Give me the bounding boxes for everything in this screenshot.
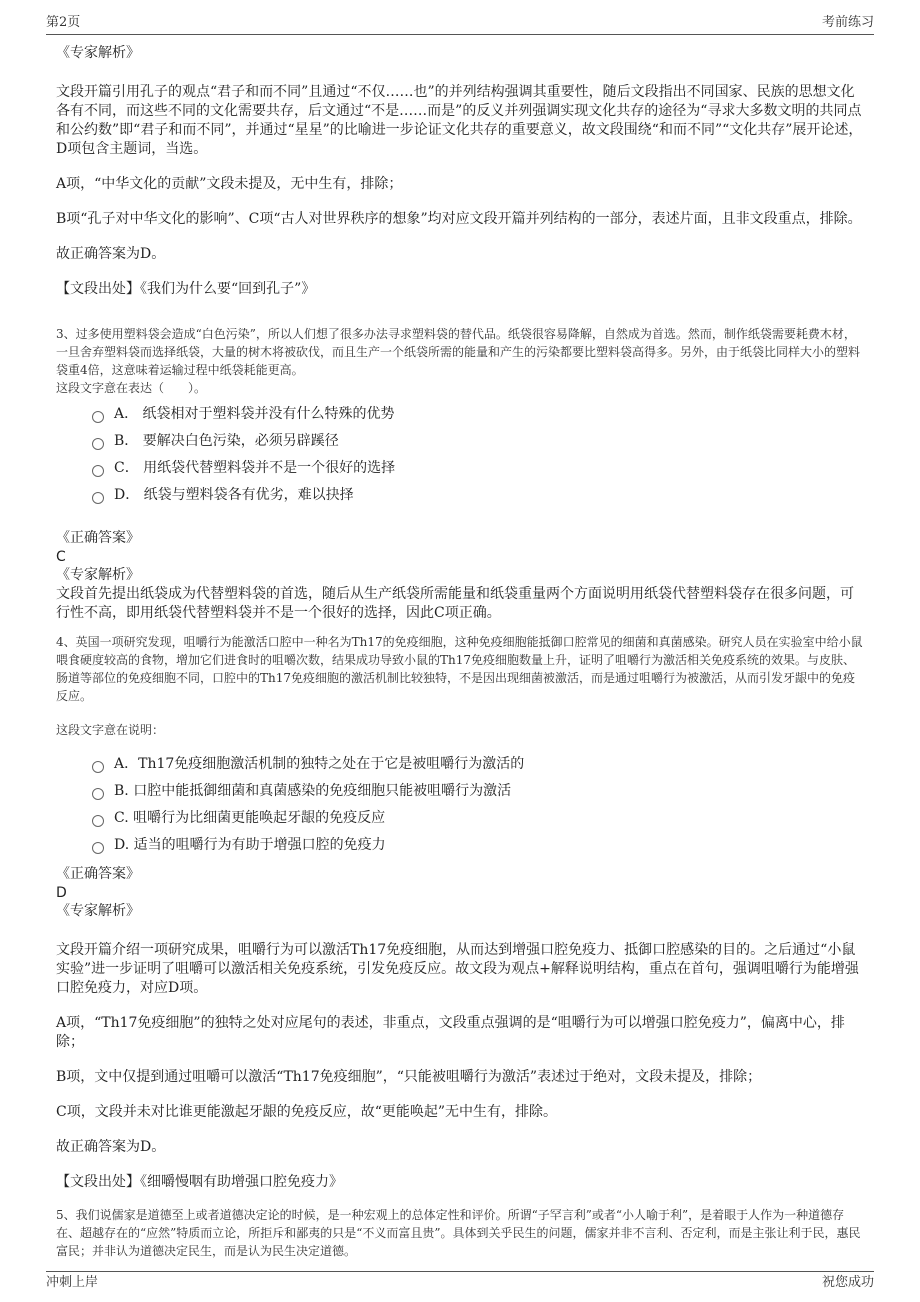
header-title: 考前练习 [821, 15, 874, 30]
analysis-paragraph: 文段开篇引用孔子的观点“君子和而不同”且通过“不仅……也”的并列结构强调其重要性，随后文段指出不同国家、民族的思想文化各有不同，而这些不同的文化需要共存，后文通过“不是……而是”的反义并列强调实现文化共存的途径为“寻求大多数文明的共同点和公约数”即“君子和而不同”，并通过“星星”的比喻进一步论证文化共存的重要意义，故文段围绕“和而不同”“文化共存”展开论述，D项包含主题词，当选。 [56, 84, 863, 157]
option-c[interactable]: C. 咀嚼行为比细菌更能唤起牙龈的免疫反应 [92, 805, 864, 832]
question-stem: 5、我们说儒家是道德至上或者道德决定论的时候，是一种宏观上的总体定性和评价。所谓“子罕言利”或者“小人喻于利”，是着眼于人作为一种道德存在、超越存在的“应然”特质而立论，所拒斥和鄙夷的只是“不义而富且贵”。具体到关乎民生的问题，儒家并非不言利、否定利，而是主张让利于民，惠民富民；并非认为道德决定民生，而是认为民生决定道德。 [56, 1208, 861, 1258]
footer-right: 祝您成功 [821, 1275, 874, 1290]
footer-left: 冲刺上岸 [46, 1275, 99, 1290]
source-citation: 【文段出处】《细嚼慢咽有助增强口腔免疫力》 [56, 1174, 343, 1190]
expert-analysis-label: 《专家解析》 [56, 903, 140, 919]
page-number: 第2页 [46, 15, 81, 30]
document-body [56, 44, 864, 1260]
option-list [56, 751, 864, 859]
radio-icon[interactable] [92, 492, 104, 504]
analysis-paragraph: C项，文段并未对比谁更能激起牙龈的免疫反应，故“更能唤起”无中生有，排除。 [56, 1104, 558, 1120]
radio-icon[interactable] [92, 788, 104, 800]
analysis-paragraph: A项，“中华文化的贡献”文段未提及，无中生有，排除； [56, 176, 403, 192]
option-b[interactable]: B． 要解决白色污染，必须另辟蹊径 [92, 428, 864, 455]
correct-answer-label: 《正确答案》 [56, 866, 140, 882]
question-prompt: 这段文字意在表达（ ）。 [56, 381, 207, 395]
analysis-paragraph: 文段开篇介绍一项研究成果，咀嚼行为可以激活Th17免疫细胞，从而达到增强口腔免疫力、抵御口腔感染的目的。之后通过“小鼠实验”进一步证明了咀嚼可以激活相关免疫系统，引发免疫反应。故文段为观点+解释说明结构，重点在首句，强调咀嚼行为能增强口腔免疫力，对应D项。 [56, 942, 859, 996]
analysis-paragraph: 文段首先提出纸袋成为代替塑料袋的首选，随后从生产纸袋所需能量和纸袋重量两个方面说明用纸袋代替塑料袋存在很多问题，可行性不高，即用纸袋代替塑料袋并不是一个很好的选择，因此C项正确。 [56, 586, 854, 621]
option-a[interactable]: A． 纸袋相对于塑料袋并没有什么特殊的优势 [92, 401, 864, 428]
analysis-paragraph: 故正确答案为D。 [56, 246, 166, 262]
option-c[interactable]: C． 用纸袋代替塑料袋并不是一个很好的选择 [92, 455, 864, 482]
source-citation: 【文段出处】《我们为什么要“回到孔子”》 [56, 281, 316, 297]
option-d[interactable]: D. 适当的咀嚼行为有助于增强口腔的免疫力 [92, 832, 864, 859]
radio-icon[interactable] [92, 438, 104, 450]
expert-analysis-label: 《专家解析》 [56, 45, 140, 61]
option-b[interactable]: B. 口腔中能抵御细菌和真菌感染的免疫细胞只能被咀嚼行为激活 [92, 778, 864, 805]
option-a[interactable]: A．Th17免疫细胞激活机制的独特之处在于它是被咀嚼行为激活的 [92, 751, 864, 778]
radio-icon[interactable] [92, 761, 104, 773]
question-stem: 3、过多使用塑料袋会造成“白色污染”，所以人们想了很多办法寻求塑料袋的替代品。纸袋很容易降解，自然成为首选。然而，制作纸袋需要耗费木材，一旦舍弃塑料袋而选择纸袋，大量的树木将被砍伐，而且生产一个纸袋所需的能量和产生的污染都要比塑料袋高得多。另外，由于纸袋比同样大小的塑料袋重4倍，这意味着运输过程中纸袋耗能更高。 [56, 327, 861, 377]
radio-icon[interactable] [92, 815, 104, 827]
page-footer [46, 1271, 874, 1294]
analysis-paragraph: B项“孔子对中华文化的影响”、C项“古人对世界秩序的想象”均对应文段开篇并列结构的一部分，表述片面，且非文段重点，排除。 [56, 211, 862, 227]
radio-icon[interactable] [92, 465, 104, 477]
page-header [46, 14, 874, 35]
option-list [56, 401, 864, 509]
correct-answer: D [56, 885, 67, 901]
analysis-paragraph: 故正确答案为D。 [56, 1139, 166, 1155]
correct-answer: C [56, 549, 66, 565]
question-prompt: 这段文字意在说明： [56, 723, 165, 737]
analysis-paragraph: B项，文中仅提到通过咀嚼可以激活“Th17免疫细胞”，“只能被咀嚼行为激活”表述过于绝对，文段未提及，排除； [56, 1069, 762, 1085]
option-d[interactable]: D． 纸袋与塑料袋各有优劣，难以抉择 [92, 482, 864, 509]
radio-icon[interactable] [92, 842, 104, 854]
radio-icon[interactable] [92, 411, 104, 423]
expert-analysis-label: 《专家解析》 [56, 567, 140, 583]
question-stem: 4、英国一项研究发现，咀嚼行为能激活口腔中一种名为Th17的免疫细胞，这种免疫细胞能抵御口腔常见的细菌和真菌感染。研究人员在实验室中给小鼠喂食硬度较高的食物，增加它们进食时的咀嚼次数，结果成功导致小鼠的Th17免疫细胞数量上升，证明了咀嚼行为激活相关免疫系统的效果。与皮肤、肠道等部位的免疫细胞不同，口腔中的Th17免疫细胞的激活机制比较独特，不是因出现细菌被激活，而是通过咀嚼行为被激活，从而引发牙龈中的免疫反应。 [56, 635, 863, 703]
analysis-paragraph: A项，“Th17免疫细胞”的独特之处对应尾句的表述，非重点，文段重点强调的是“咀嚼行为可以增强口腔免疫力”，偏离中心，排除； [56, 1015, 845, 1050]
correct-answer-label: 《正确答案》 [56, 530, 140, 546]
